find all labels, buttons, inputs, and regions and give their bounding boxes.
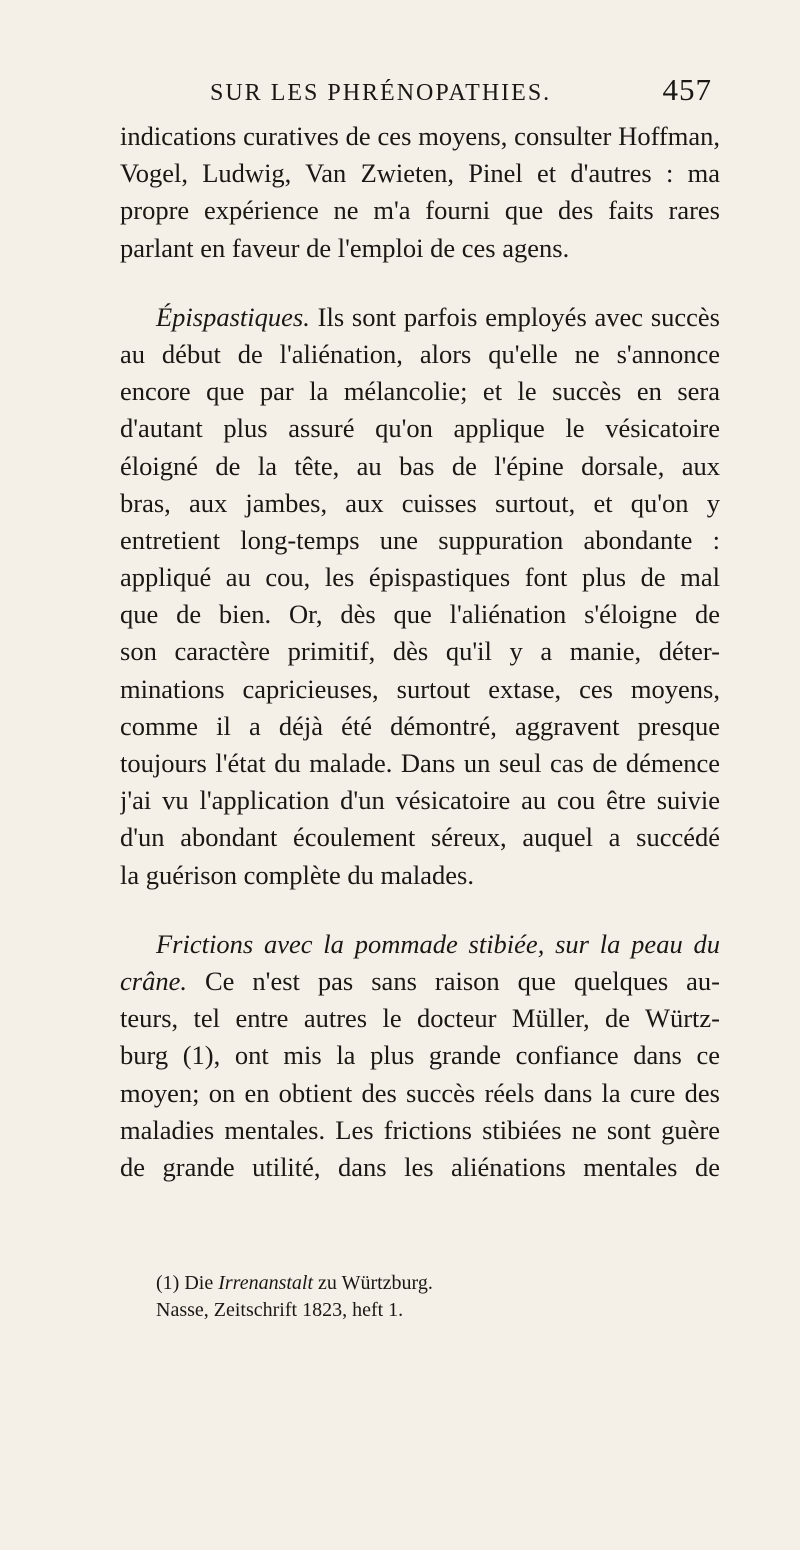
- page-header: [120, 72, 720, 112]
- footnote-text: zu Würtzburg.: [313, 1272, 433, 1294]
- paragraph-1: [120, 118, 720, 267]
- text-line: [120, 926, 720, 963]
- text-line: encore que par la mélancolie; et le succès en sera: [120, 376, 720, 407]
- section-heading-continued: crâne.: [120, 965, 187, 996]
- text-line: teurs, tel entre autres le docteur Müller, de Würtz-: [120, 1003, 720, 1034]
- text-line: comme il a déjà été démontré, aggravent presque: [120, 710, 720, 741]
- footnote-title: Irrenanstalt: [218, 1272, 314, 1294]
- text-line: burg (1), ont mis la plus grande confiance dans ce: [120, 1040, 720, 1071]
- footnote-marker: (1): [156, 1272, 180, 1294]
- text-run: Ce n'est pas sans raison que quelques au-: [186, 965, 720, 996]
- text-line: appliqué au cou, les épispastiques font plus de mal: [120, 562, 720, 593]
- text-run: Ils sont parfois employés avec succès: [309, 301, 720, 332]
- text-line: [120, 963, 720, 1000]
- text-line: son caractère primitif, dès qu'il y a manie, déter-: [120, 636, 720, 667]
- text-line: toujours l'état du malade. Dans un seul cas de démence: [120, 748, 720, 778]
- text-line: d'un abondant écoulement séreux, auquel a succédé: [120, 822, 720, 853]
- text-line: de grande utilité, dans les aliénations mentales de: [120, 1151, 720, 1182]
- text-line: j'ai vu l'application d'un vésicatoire au cou être suivie: [120, 785, 720, 816]
- text-line: maladies mentales. Les frictions stibiées ne sont guère: [120, 1114, 720, 1145]
- running-head: SUR LES PHRÉNOPATHIES.: [210, 80, 552, 106]
- paragraph-epispastiques: [120, 299, 720, 894]
- page-number: 457: [662, 72, 712, 107]
- text-line: indications curatives de ces moyens, consulter Hoffman,: [120, 121, 720, 151]
- text-line: entretient long-temps une suppuration abondante :: [120, 524, 720, 555]
- text-line: moyen; on en obtient des succès réels dans la cure des: [120, 1077, 720, 1108]
- text-line: au début de l'aliénation, alors qu'elle ne s'annonce: [120, 338, 720, 369]
- page-body: [120, 118, 720, 1186]
- footnote: [120, 1270, 720, 1324]
- text-line: parlant en faveur de l'emploi de ces agens.: [120, 232, 570, 263]
- footnote-text: Die: [179, 1272, 219, 1294]
- section-heading: Frictions avec la pommade stibiée, sur la peau du: [156, 928, 720, 959]
- text-line: la guérison complète du malades.: [120, 859, 474, 890]
- text-line: éloigné de la tête, au bas de l'épine dorsale, aux: [120, 450, 720, 481]
- paragraph-frictions: [120, 926, 720, 1186]
- section-heading: Épispastiques.: [156, 301, 310, 332]
- text-line: d'autant plus assuré qu'on applique le vésicatoire: [120, 413, 720, 444]
- text-line: minations capricieuses, surtout extase, ces moyens,: [120, 673, 720, 704]
- footnote-line: [120, 1270, 720, 1297]
- text-line: que de bien. Or, dès que l'aliénation s'éloigne de: [120, 599, 720, 630]
- text-line: propre expérience ne m'a fourni que des faits rares: [120, 195, 720, 226]
- footnote-line: Nasse, Zeitschrift 1823, heft 1.: [156, 1299, 404, 1321]
- text-line: bras, aux jambes, aux cuisses surtout, et qu'on y: [120, 487, 720, 518]
- text-line: Vogel, Ludwig, Van Zwieten, Pinel et d'autres : ma: [120, 158, 720, 189]
- text-line: [120, 299, 720, 336]
